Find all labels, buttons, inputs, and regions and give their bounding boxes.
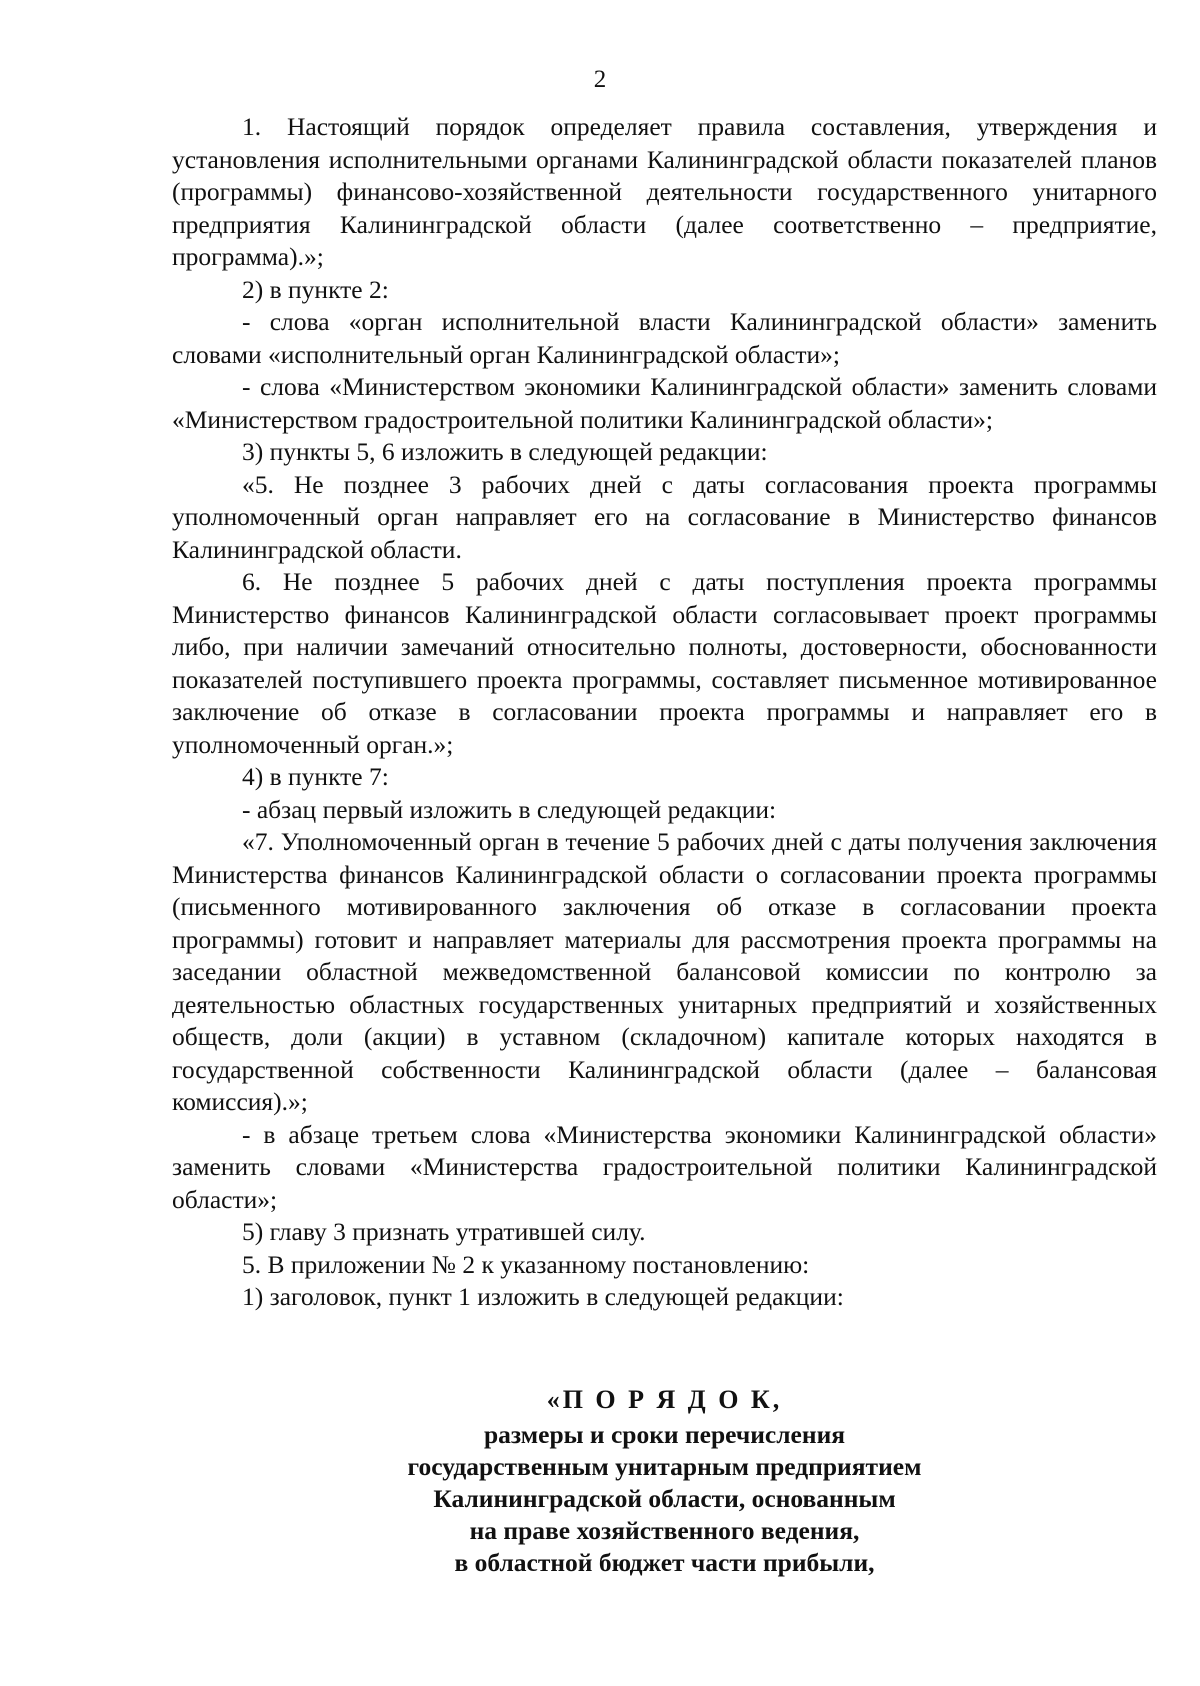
heading-line: размеры и сроки перечисления (483, 1420, 846, 1449)
paragraph: - слова «орган исполнительной власти Калининградской области» заменить словами «исполнительный орган Калининградской области»; (172, 307, 1157, 369)
heading-line: Калининградской области, основанным (433, 1484, 896, 1513)
paragraph: «7. Уполномоченный орган в течение 5 рабочих дней с даты получения заключения Министерства финансов Калининградской области о согласовании проекта программы (письменного мотивированного заключения об отказе в согласовании проекта программы) готовит и направляет материалы для рассмотрения проекта программы на заседании областной межведомственной балансовой комиссии по контролю за деятельностью областных государственных унитарных предприятий и хозяйственных обществ, доли (акции) в уставном (складочном) капитале которых находятся в государственной собственности Калининградской области (далее – балансовая комиссия).»; (172, 827, 1157, 1116)
heading-title: «П О Р Я Д О К, (546, 1385, 783, 1414)
paragraph: 3) пункты 5, 6 изложить в следующей редакции: (242, 437, 768, 466)
heading-line: на праве хозяйственного ведения, (469, 1516, 860, 1545)
document-body (172, 111, 1157, 1314)
page-number: 2 (593, 66, 607, 93)
paragraph: - абзац первый изложить в следующей редакции: (242, 794, 777, 824)
section-heading (172, 1384, 1157, 1579)
paragraph: 6. Не позднее 5 рабочих дней с даты поступления проекта программы Министерство финансов Калининградской области согласовывает проект программы либо, при наличии замечаний относительно полноты, достоверности, обоснованности показателей поступившего проекта программы, составляет письменное мотивированное заключение об отказе в согласовании проекта программы и направляет его в уполномоченный орган.»; (172, 567, 1157, 759)
paragraph: «5. Не позднее 3 рабочих дней с даты согласования проекта программы уполномоченный орган направляет его на согласование в Министерство финансов Калининградской области. (172, 469, 1157, 564)
heading-line: в областной бюджет части прибыли, (454, 1548, 875, 1577)
paragraph: 1) заголовок, пункт 1 изложить в следующей редакции: (242, 1282, 844, 1311)
paragraph: 5) главу 3 признать утратившей силу. (242, 1217, 646, 1246)
paragraph: 4) в пункте 7: (242, 762, 389, 791)
paragraph: 5. В приложении № 2 к указанному постановлению: (242, 1249, 810, 1279)
paragraph: 1. Настоящий порядок определяет правила составления, утверждения и установления исполнительными органами Калининградской области показателей планов (программы) финансово-хозяйственной деятельности государственного унитарного предприятия Калининградской области (далее соответственно – предприятие, программа).»; (172, 112, 1157, 271)
paragraph: 2) в пункте 2: (242, 274, 389, 304)
paragraph: - слова «Министерством экономики Калининградской области» заменить словами «Министерством градостроительной политики Калининградской области»; (172, 372, 1157, 434)
heading-line: государственным унитарным предприятием (407, 1452, 922, 1481)
paragraph: - в абзаце третьем слова «Министерства экономики Калининградской области» заменить словами «Министерства градостроительной политики Калининградской области»; (172, 1119, 1157, 1214)
